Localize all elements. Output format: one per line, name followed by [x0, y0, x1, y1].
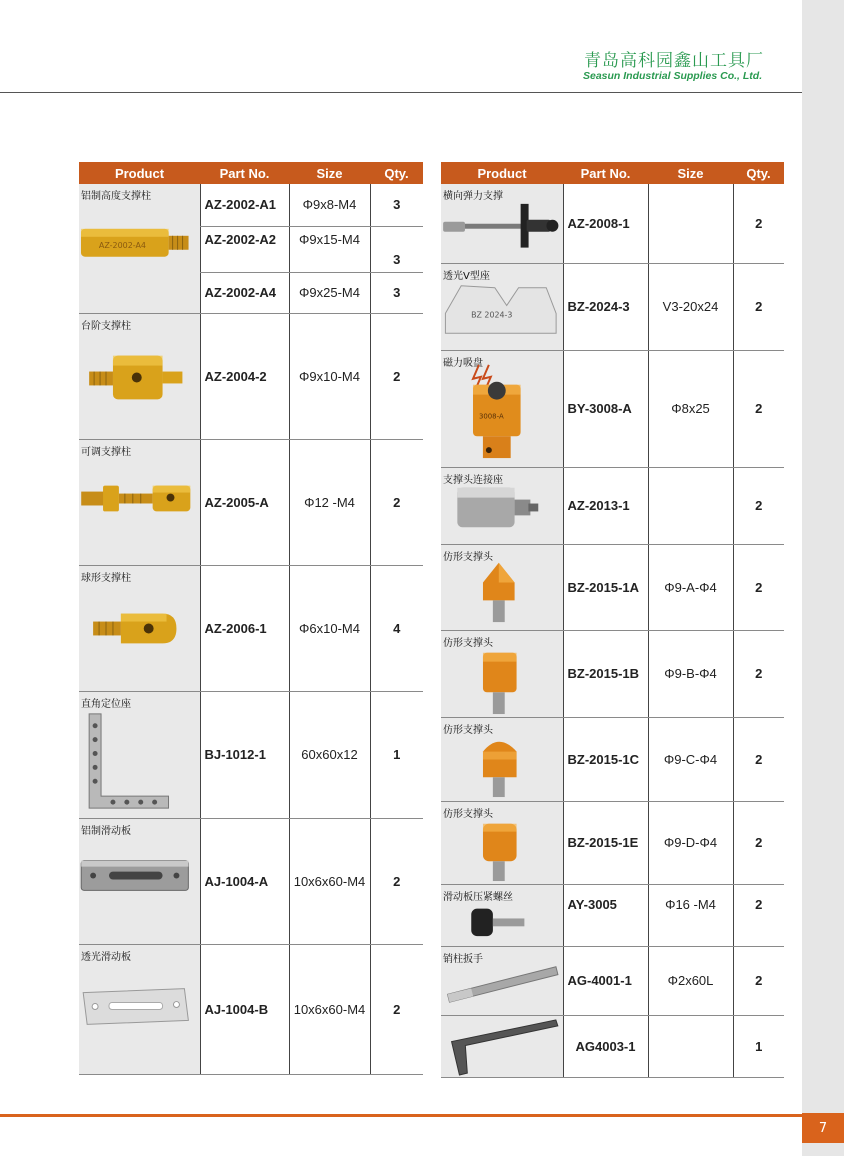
qty: 2	[733, 717, 784, 801]
qty: 3	[370, 272, 423, 313]
product-cell	[79, 565, 200, 691]
part-number: AZ-2002-A2	[200, 226, 289, 272]
transparent-slide-plate-image	[79, 945, 200, 1074]
size	[648, 1015, 733, 1077]
part-number: BY-3008-A	[563, 350, 648, 467]
size: 10x6x60-M4	[289, 818, 370, 944]
size: Φ9-A-Φ4	[648, 544, 733, 630]
product-name: 铝制滑动板	[81, 825, 131, 837]
part-number: BZ-2015-1C	[563, 717, 648, 801]
size: 10x6x60-M4	[289, 944, 370, 1074]
product-cell	[441, 184, 563, 263]
side-margin-bar	[802, 0, 844, 1156]
part-number: AZ-2002-A1	[200, 184, 289, 226]
header-product: Product	[441, 162, 563, 184]
size: Φ9-C-Φ4	[648, 717, 733, 801]
profile-support-head-a-image	[441, 545, 563, 630]
table-row	[79, 944, 423, 1074]
product-name: 仿形支撑头	[443, 637, 493, 649]
table-row	[79, 565, 423, 691]
left-product-table	[79, 162, 423, 1075]
size: Φ9x15-M4	[289, 226, 370, 272]
product-name: 销柱扳手	[443, 953, 483, 965]
table-row	[441, 630, 784, 717]
table-row	[441, 1015, 784, 1077]
product-name: 支撑头连接座	[443, 474, 503, 486]
aluminum-slide-plate-image	[79, 819, 200, 944]
product-name: 球形支撑柱	[81, 572, 131, 584]
profile-support-head-b-image	[441, 631, 563, 717]
qty: 2	[733, 801, 784, 884]
size: Φ9-B-Φ4	[648, 630, 733, 717]
table-row	[441, 884, 784, 946]
product-name: 仿形支撑头	[443, 808, 493, 820]
product-cell	[441, 1015, 563, 1077]
profile-support-head-c-image	[441, 718, 563, 801]
size: Φ8x25	[648, 350, 733, 467]
qty: 2	[733, 544, 784, 630]
size	[648, 467, 733, 544]
header-size: Size	[289, 162, 370, 184]
product-cell	[441, 884, 563, 946]
engraved-label: AZ-2002-A4	[98, 240, 146, 250]
support-head-connector-image	[441, 468, 563, 544]
size	[648, 184, 733, 263]
table-row	[441, 467, 784, 544]
part-number: BZ-2015-1E	[563, 801, 648, 884]
size: 60x60x12	[289, 691, 370, 818]
part-number: AJ-1004-B	[200, 944, 289, 1074]
qty: 2	[733, 184, 784, 263]
right-angle-locator-image	[79, 692, 200, 818]
step-support-image	[79, 314, 200, 439]
product-cell	[441, 946, 563, 1015]
qty: 2	[733, 884, 784, 946]
product-name: 铝制高度支撑柱	[81, 191, 151, 202]
product-name: 可调支撑柱	[81, 446, 131, 458]
ball-support-image	[79, 566, 200, 691]
adjustable-support-image	[79, 440, 200, 565]
product-cell	[441, 801, 563, 884]
header-qty: Qty.	[370, 162, 423, 184]
part-number: BZ-2024-3	[563, 263, 648, 350]
table-row	[441, 946, 784, 1015]
table-row	[79, 184, 423, 226]
size: Φ9x8-M4	[289, 184, 370, 226]
part-number: BJ-1012-1	[200, 691, 289, 818]
size: Φ12 -M4	[289, 439, 370, 565]
product-cell	[441, 717, 563, 801]
qty: 2	[370, 944, 423, 1074]
qty: 2	[733, 946, 784, 1015]
table-row	[441, 184, 784, 263]
lateral-spring-support-image	[441, 184, 563, 263]
header-rule	[0, 92, 802, 93]
pin-wrench-image	[441, 947, 563, 1015]
product-cell	[441, 467, 563, 544]
size: V3-20x24	[648, 263, 733, 350]
aluminum-height-support-image	[79, 184, 200, 313]
product-cell	[79, 313, 200, 439]
product-name: 磁力吸盘	[443, 357, 483, 369]
product-name: 直角定位座	[81, 698, 131, 710]
qty: 4	[370, 565, 423, 691]
product-cell	[441, 350, 563, 467]
size: Φ9x10-M4	[289, 313, 370, 439]
part-number: BZ-2015-1A	[563, 544, 648, 630]
part-number: AZ-2013-1	[563, 467, 648, 544]
table-row	[441, 717, 784, 801]
table-row	[441, 263, 784, 350]
part-number: AY-3005	[563, 884, 648, 946]
qty: 1	[733, 1015, 784, 1077]
product-name: 仿形支撑头	[443, 551, 493, 563]
qty: 2	[733, 467, 784, 544]
product-cell	[79, 944, 200, 1074]
product-cell	[79, 439, 200, 565]
product-name: 透光V型座	[443, 270, 490, 282]
part-number: BZ-2015-1B	[563, 630, 648, 717]
qty: 3	[370, 226, 423, 272]
company-name-cn: 青岛高科园鑫山工具厂	[584, 51, 764, 71]
qty: 2	[733, 630, 784, 717]
qty: 2	[733, 350, 784, 467]
qty: 3	[370, 184, 423, 226]
table-row	[79, 691, 423, 818]
hex-key-image	[441, 1016, 563, 1077]
product-name: 透光滑动板	[81, 951, 131, 963]
page-number: 7	[802, 1113, 844, 1143]
qty: 2	[370, 439, 423, 565]
size: Φ6x10-M4	[289, 565, 370, 691]
part-number: AG-4001-1	[563, 946, 648, 1015]
table-header-row	[441, 162, 784, 184]
table-row	[441, 350, 784, 467]
header-size: Size	[648, 162, 733, 184]
qty: 1	[370, 691, 423, 818]
table-header-row	[79, 162, 423, 184]
part-number: AZ-2002-A4	[200, 272, 289, 313]
qty: 2	[370, 818, 423, 944]
product-name: 滑动板压紧螺丝	[443, 891, 513, 903]
size: Φ16 -M4	[648, 884, 733, 946]
part-number: AZ-2004-2	[200, 313, 289, 439]
product-cell	[79, 184, 200, 313]
header-qty: Qty.	[733, 162, 784, 184]
part-number: AZ-2006-1	[200, 565, 289, 691]
product-name: 台阶支撑柱	[81, 320, 131, 332]
part-number: AZ-2008-1	[563, 184, 648, 263]
product-name: 仿形支撑头	[443, 724, 493, 736]
product-cell	[441, 630, 563, 717]
engraved-label: BZ 2024-3	[471, 309, 513, 319]
table-row	[441, 801, 784, 884]
part-number: AJ-1004-A	[200, 818, 289, 944]
part-number: AG4003-1	[563, 1015, 648, 1077]
size: Φ2x60L	[648, 946, 733, 1015]
part-number: AZ-2005-A	[200, 439, 289, 565]
size: Φ9-D-Φ4	[648, 801, 733, 884]
company-name-en: Seasun Industrial Supplies Co., Ltd.	[583, 70, 763, 82]
profile-support-head-d-image	[441, 802, 563, 884]
table-row	[79, 439, 423, 565]
qty: 2	[733, 263, 784, 350]
table-row	[79, 313, 423, 439]
product-cell	[441, 544, 563, 630]
slide-plate-clamp-screw-image	[441, 885, 563, 946]
right-product-table	[441, 162, 784, 1078]
product-cell	[441, 263, 563, 350]
product-name: 横向弹力支撑	[443, 191, 503, 202]
engraved-label: 3008-A	[478, 411, 504, 420]
header-part-no: Part No.	[200, 162, 289, 184]
table-row	[79, 818, 423, 944]
size: Φ9x25-M4	[289, 272, 370, 313]
header-product: Product	[79, 162, 200, 184]
transparent-v-block-image	[441, 264, 563, 350]
table-row	[441, 544, 784, 630]
qty: 2	[370, 313, 423, 439]
header-part-no: Part No.	[563, 162, 648, 184]
magnetic-base-image	[441, 351, 563, 467]
product-cell	[79, 691, 200, 818]
footer-rule	[0, 1114, 802, 1117]
product-cell	[79, 818, 200, 944]
